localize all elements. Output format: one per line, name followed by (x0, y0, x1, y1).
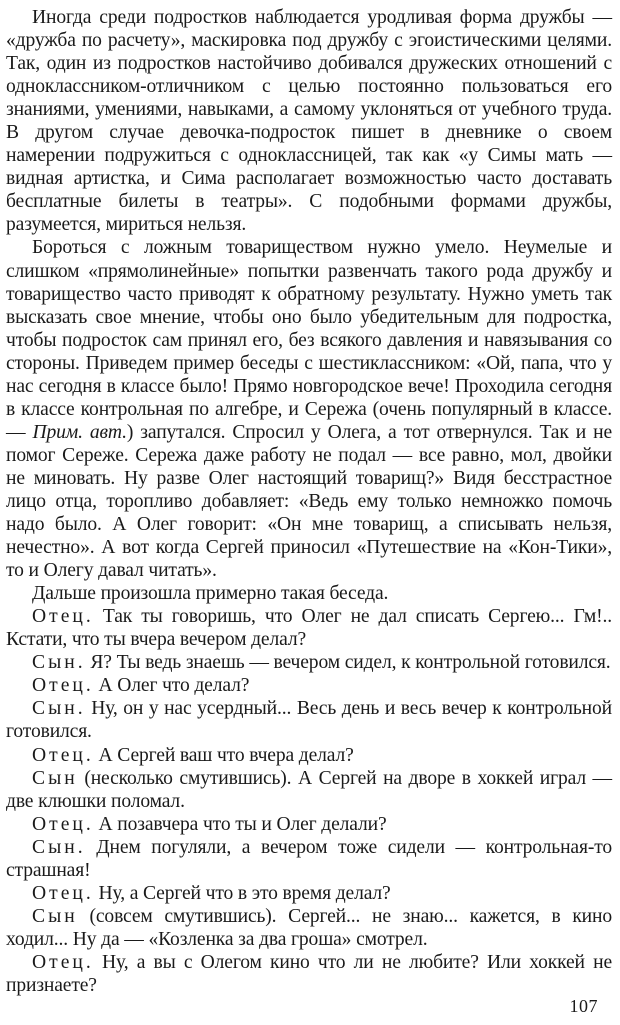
paragraph: Иногда среди подростков наблюдается уродливая форма дружбы — «дружба по расчету», маскировка под дружбу с эгоистическими целями. Так, один из подростков настойчиво добивался дружеских отношений с одноклассником-отличником с целью постоянно пользоваться его знаниями, умениями, навыками, а самому уклоняться от учебного труда. В другом случае девочка-подросток пишет в дневнике о своем намерении подружиться с одноклассницей, так как «у Симы мать — видная артистка, и Сима располагает возможностью часто доставать бесплатные билеты в театры». С подобными формами дружбы, разумеется, мириться нельзя. (6, 7, 612, 236)
paragraph: Бороться с ложным товариществом нужно умело. Неумелые и слишком «прямолинейные» попытки развенчать такого рода дружбу и товарищество часто приводят к обратному результату. Нужно уметь так высказать свое мнение, чтобы оно было убедительным для подростка, чтобы подросток сам принял его, без всякого давления и навязывания со стороны. Приведем пример беседы с шестиклассником: «Ой, папа, что у нас сегодня в классе было! Прямо новгородское вече! Проходила сегодня в классе контрольная по алгебре, и Сережа (очень популярный в классе.— Прим. авт.) запутался. Спросил у Олега, а тот отвернулся. Так и не помог Сереже. Сережа даже работу не подал — все равно, мол, двойки не миновать. Ну разве Олег настоящий товарищ?» Видя бесстрастное лицо отца, торопливо добавляет: «Ведь ему только немножко помочь надо было. А Олег говорит: «Он мне товарищ, а списывать нельзя, нечестно». А вот когда Сергей приносил «Путешествие на «Кон-Тики», то и Олегу давал читать». (6, 237, 612, 582)
speaker: Отец. (32, 951, 94, 973)
body-text (6, 6, 612, 997)
paragraph: Дальше произошла примерно такая беседа. (32, 583, 389, 605)
dialogue-line: Отец. Так ты говоришь, что Олег не дал списать Сергею... Гм!.. Кстати, что ты вчера вечером делал? (6, 606, 612, 651)
dialogue-line: Отец. Ну, а вы с Олегом кино что ли не любите? Или хоккей не признаете? (6, 951, 613, 996)
speaker: Отец. (32, 882, 94, 904)
dialogue-line: Отец. Ну, а Сергей что в это время делал? (32, 882, 391, 904)
dialogue-line: Сын (несколько смутившись). А Сергей на дворе в хоккей играл — две клюшки поломал. (6, 767, 612, 812)
speaker: Сын. (32, 698, 86, 720)
speaker: Сын. (32, 836, 86, 858)
speaker: Отец. (32, 606, 94, 628)
speaker: Отец. (32, 744, 94, 766)
dialogue-line: Отец. А позавчера что ты и Олег делали? (32, 813, 387, 835)
dialogue-line: Сын. Я? Ты ведь знаешь — вечером сидел, к контрольной готовился. (32, 652, 611, 674)
dialogue-line: Отец. А Олег что делал? (32, 675, 250, 697)
speaker: Сын (32, 767, 78, 789)
speaker: Отец. (32, 675, 94, 697)
dialogue-line: Сын (совсем смутившись). Сергей... не знаю... кажется, в кино ходил... Ну да — «Козленка за два гроша» смотрел. (6, 905, 613, 950)
dialogue-line: Отец. А Сергей ваш что вчера делал? (32, 744, 354, 766)
page-number: 107 (569, 996, 598, 1016)
speaker: Отец. (32, 813, 94, 835)
speaker: Сын. (32, 652, 86, 674)
dialogue-line: Сын. Ну, он у нас усердный... Весь день и весь вечер к контрольной готовился. (6, 698, 612, 743)
speaker: Сын (32, 905, 78, 927)
dialogue-line: Сын. Днем погуляли, а вечером тоже сидели — контрольная-то страшная! (6, 836, 613, 881)
author-note: Прим. авт. (32, 421, 127, 443)
